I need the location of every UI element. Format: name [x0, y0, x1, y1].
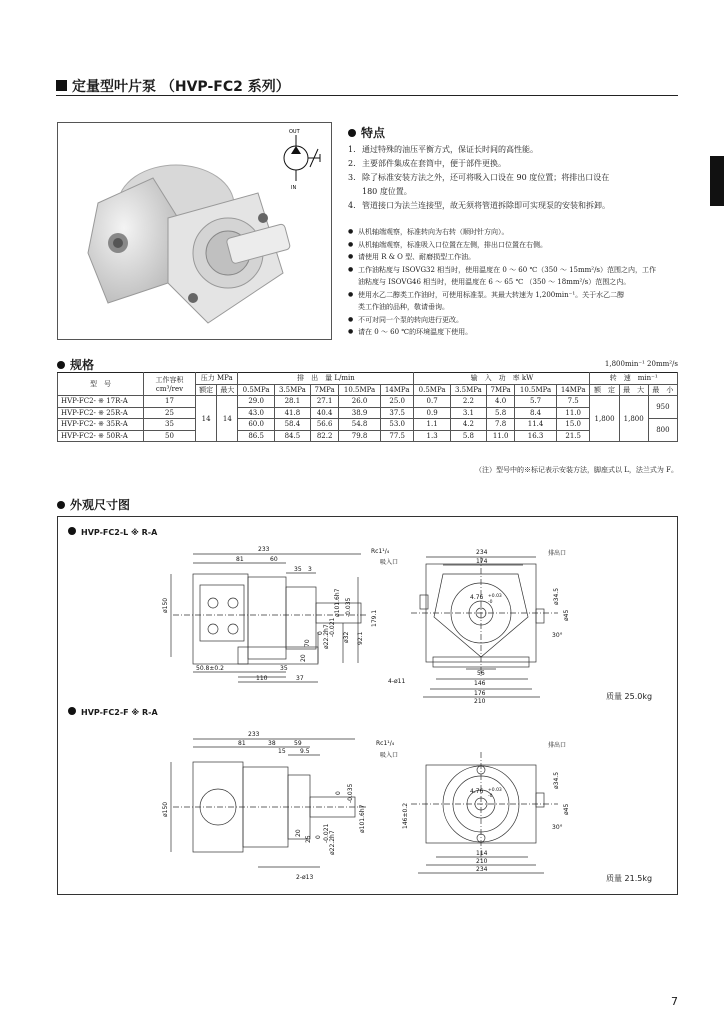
dim-text: -0	[488, 794, 493, 799]
section-title-bar	[56, 76, 678, 96]
bullet-icon	[57, 501, 65, 509]
dim-text: 20	[295, 829, 302, 837]
dim-text: 146±0.2	[402, 802, 409, 829]
bullet-icon	[68, 707, 76, 715]
dim-text: 35	[280, 665, 288, 672]
header-pressure: 压力 MPa	[196, 373, 238, 385]
dim-text: Rc1¹/₄	[376, 740, 395, 747]
dim-text: 50.8±0.2	[196, 665, 224, 672]
dim-text: 60	[270, 556, 278, 563]
page-number: 7	[671, 995, 678, 1008]
dim-text: 20	[300, 654, 307, 662]
dim-text: 15	[278, 748, 286, 755]
header-model: 型 号	[58, 373, 144, 396]
bullet-icon	[68, 527, 76, 535]
header-speed: 转 速 min⁻¹	[590, 373, 678, 385]
table-subheader-row: 额定 最大 0.5MPa 3.5MPa 7MPa 10.5MPa 14MPa 0.5MPa 3.5MPa 7MPa 10.5MPa 14MPa 额 定 最 大 最 小	[58, 384, 678, 396]
dim-text: ø32	[343, 631, 350, 643]
dim-text: -0.021	[329, 617, 336, 637]
list-item: ● 请使用 R & O 型、耐磨损型工作油。	[348, 253, 476, 261]
drawing-l-label: HVP-FC2-L ※ R-A	[68, 527, 157, 537]
spec-footnote: （注）型号中的※标记表示安装方法，脚座式以 L，法兰式为 F。	[475, 466, 678, 474]
dim-text: -0.021	[323, 823, 330, 843]
dim-text: ø150	[162, 597, 169, 613]
product-photo-box	[57, 122, 332, 340]
list-item: 类工作油的品种，敬请垂询。	[358, 303, 449, 311]
dim-text: 0	[315, 835, 322, 839]
spec-table	[57, 372, 678, 442]
symbol-in-label: IN	[291, 185, 297, 191]
dim-text: 0	[335, 791, 342, 795]
table-row: HVP-FC2- ※ 50R-A 50 86.5 84.5 82.2 79.8 77.5 1.3 5.8 11.0 16.3 21.5	[58, 430, 678, 442]
dim-text: 38	[268, 740, 276, 747]
dim-text: 81	[238, 740, 246, 747]
dim-text: ø150	[162, 801, 169, 817]
table-row: HVP-FC2- ※ 17R-A 17 14 14 29.0 28.1 27.1 26.0 25.0 0.7 2.2 4.0 5.7 7.5 1,800 1,800 950	[58, 396, 678, 408]
list-item: 1. 通过特殊的油压平衡方式，保证长时间的高性能。	[348, 145, 538, 154]
features-heading: 特点	[348, 124, 385, 141]
symbol-out-label: OUT	[289, 129, 300, 135]
drawing-l-mass: 质量 25.0kg	[606, 692, 653, 701]
table-header-row	[58, 373, 678, 385]
table-row: HVP-FC2- ※ 35R-A 35 60.0 58.4 56.6 54.8 53.0 1.1 4.2 7.8 11.4 15.0 800	[58, 419, 678, 431]
list-item: 3. 除了标准安装方法之外，还可将吸入口设在 90 度位置；将排出口设在	[348, 173, 610, 182]
dim-text: ø22.2h7	[329, 830, 336, 855]
dim-text: 176	[474, 690, 486, 697]
drawing-f-side-dims	[162, 731, 366, 881]
dim-text: 233	[248, 731, 260, 738]
list-item: ● 从机轴端观察，标准吸入口位置在左侧，排出口位置在右侧。	[348, 240, 547, 249]
header-power: 输 入 功 率 kW	[414, 373, 590, 385]
dim-text: 114	[476, 850, 488, 857]
dim-text: ø34.5	[553, 587, 560, 605]
dim-text: 30°	[552, 824, 563, 831]
dim-text: 4.76	[470, 594, 484, 601]
bullet-icon	[348, 129, 356, 137]
drawing-l-front-dims	[371, 548, 570, 705]
dim-text: ø22.2h7	[323, 624, 330, 649]
dim-text: 210	[474, 698, 486, 705]
list-item: ● 工作油粘度与 ISOVG32 相当时，使用温度在 0 ～ 60 ℃（350 ～ 15mm²/s）范围之内，工作	[348, 265, 657, 274]
dim-text: ø45	[563, 609, 570, 621]
features-list	[348, 143, 678, 213]
dim-text: 146	[474, 680, 486, 687]
list-item: ● 从机轴端观察，标准转向为右转（顺时针方向）。	[348, 228, 509, 236]
dim-text: 59	[294, 740, 302, 747]
dim-text: 4.76	[470, 788, 484, 795]
header-flow: 排 出 量 L/min	[238, 373, 414, 385]
list-item: 180 度位置。	[362, 187, 412, 196]
dim-text: ø101.6h7	[334, 588, 341, 617]
side-index-tab	[710, 156, 724, 206]
dim-text: 2-ø13	[296, 874, 314, 881]
dim-text: 25	[305, 835, 312, 843]
list-item: ● 请在 0 ～ 60 ℃的环境温度下使用。	[348, 328, 473, 336]
drawing-f-mass: 质量 21.5kg	[606, 874, 653, 883]
page-title: 定量型叶片泵 （HVP-FC2 系列）	[72, 79, 290, 95]
drawing-f-side-view	[171, 739, 368, 867]
drawing-f-label: HVP-FC2-F ※ R-A	[68, 707, 158, 717]
notes-list	[348, 226, 678, 339]
dim-text: -0.035	[345, 597, 352, 617]
list-item: ● 不可对同一个泵的转向进行更改。	[348, 315, 463, 324]
dim-text: ø45	[563, 803, 570, 815]
dim-text: 110	[256, 675, 268, 682]
list-item: ● 使用水乙二醇类工作油时，可使用标准泵。其最大转速为 1,200min⁻¹。关于水乙二醇	[348, 290, 625, 299]
dim-text: 4-ø11	[388, 678, 406, 685]
dim-text: 3	[308, 566, 312, 573]
list-item: 2. 主要部件集成在套筒中，便于部件更换。	[348, 159, 506, 168]
dimensions-heading: 外观尺寸图	[57, 496, 130, 513]
specs-heading: 规格	[57, 356, 94, 373]
dim-text: 排出口	[548, 742, 567, 749]
dim-text: 174	[476, 558, 488, 565]
bullet-icon	[57, 361, 65, 369]
dim-text: 56	[477, 670, 485, 677]
dim-text: +0.03	[488, 594, 502, 599]
pump-illustration	[58, 123, 333, 341]
dim-text: ø34.5	[553, 771, 560, 789]
specs-condition: 1,800min⁻¹ 20mm²/s	[604, 360, 678, 368]
dim-text: 234	[476, 866, 488, 873]
dim-text: 210	[476, 858, 488, 865]
drawing-l-side-view	[171, 554, 368, 682]
dim-text: 30°	[552, 632, 563, 639]
list-item: 4. 管道接口为法兰连接型，故无须将管道拆除即可实现泵的安装和拆卸。	[348, 201, 610, 210]
title-square-icon	[56, 80, 67, 91]
drawing-l-side-dims	[162, 546, 378, 682]
dim-text: 179.1	[371, 609, 378, 627]
dim-text: 0	[317, 631, 324, 635]
header-displacement: 工作容积 cm³/rev	[144, 373, 196, 396]
list-item: 油粘度与 ISOVG46 相当时，使用温度在 6 ～ 65 ℃ （350 ～ 18mm²/s）范围之内。	[358, 278, 631, 286]
dimension-drawing-box	[57, 516, 678, 895]
dim-text: ø101.6h7	[359, 804, 366, 833]
dim-text: 吸入口	[380, 752, 399, 759]
dim-text: 233	[258, 546, 270, 553]
dim-text: 吸入口	[380, 559, 399, 566]
dim-text: Rc1¹/₄	[371, 548, 390, 555]
dim-text: 35	[294, 566, 302, 573]
dim-text: 9.5	[300, 748, 310, 755]
dim-text: +0.03	[488, 788, 502, 793]
dim-text: 81	[236, 556, 244, 563]
dim-text: -0.035	[347, 783, 354, 803]
dim-text: 37	[296, 675, 304, 682]
dim-text: 92.1	[357, 631, 364, 645]
dim-text: 70	[304, 639, 311, 647]
dim-text: 排出口	[548, 550, 567, 557]
table-row: HVP-FC2- ※ 25R-A 25 43.0 41.8 40.4 38.9 37.5 0.9 3.1 5.8 8.4 11.0	[58, 407, 678, 419]
drawing-f-front-dims	[376, 740, 570, 873]
dim-text: -0	[488, 600, 493, 605]
dim-text: 234	[476, 549, 488, 556]
